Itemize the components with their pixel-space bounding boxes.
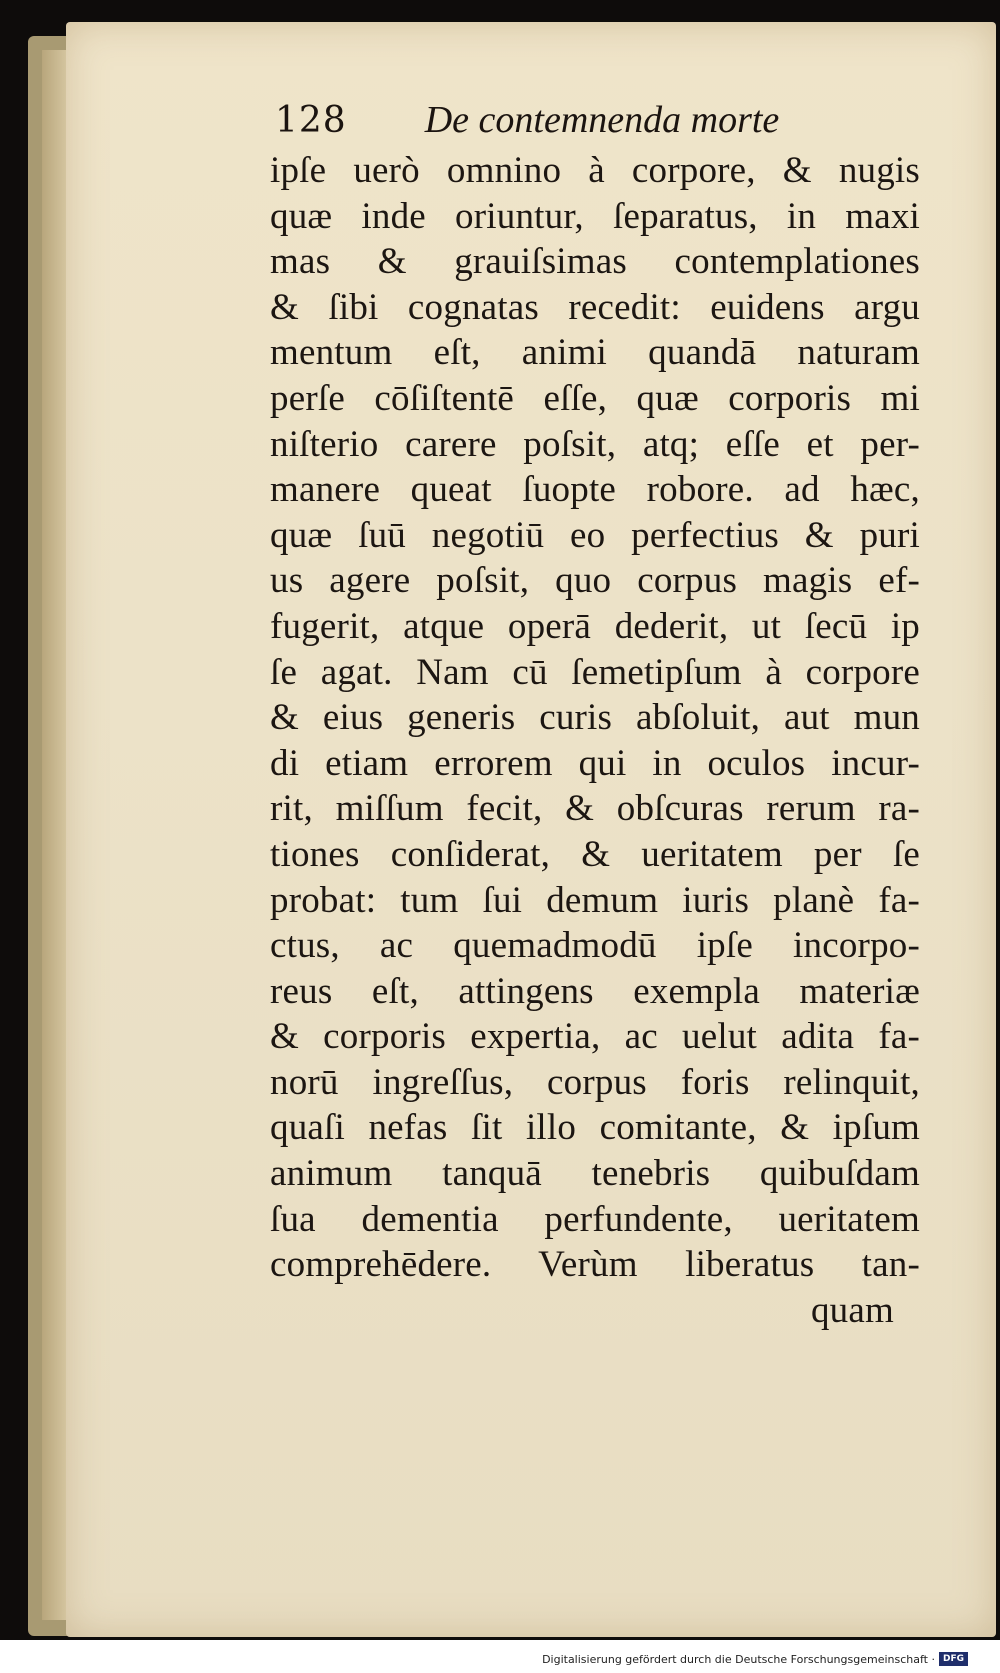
text-line: animum tanquā tenebris quibuſdam (270, 1153, 920, 1195)
text-line: niſterio carere poſsit, atq; eſſe et per- (270, 423, 920, 465)
text-line: & corporis expertia, ac uelut adita fa- (270, 1016, 920, 1058)
text-line: comprehēdere. Verùm liberatus tan- (270, 1244, 920, 1286)
text-line: fugerit, atque operā dederit, ut ſecū ip (270, 605, 920, 647)
text-line: norū ingreſſus, corpus foris relinquit, (270, 1061, 920, 1103)
text-line: & ſibi cognatas recedit: euidens argu (270, 286, 920, 328)
text-line: quæ ſuū negotiū eo perfectius & puri (270, 514, 920, 556)
page-number: 128 (275, 100, 347, 141)
funding-credit (542, 1652, 968, 1666)
text-line: ctus, ac quemadmodū ipſe incorpo- (270, 925, 920, 967)
text-line: mentum eſt, animi quandā naturam (270, 332, 920, 374)
text-line: mas & grauiſsimas contemplationes (270, 241, 920, 283)
text-line: ſe agat. Nam cū ſemetipſum à corpore (270, 651, 920, 693)
text-line: probat: tum ſui demum iuris planè fa- (270, 879, 920, 921)
text-line: ipſe uerò omnino à corpore, & nugis (270, 150, 920, 191)
text-line: manere queat ſuopte robore. ad hæc, (270, 469, 920, 511)
dfg-logo: DFG (939, 1652, 968, 1666)
text-line: ſua dementia perfundente, ueritatem (270, 1198, 920, 1240)
text-line: di etiam errorem qui in oculos incur- (270, 742, 920, 784)
catchword: quam (810, 1289, 894, 1331)
text-line: rit, miſſum fecit, & obſcuras rerum ra- (270, 788, 920, 830)
credit-text: Digitalisierung gefördert durch die Deutsche Forschungsgemeinschaft · (542, 1652, 935, 1666)
text-line: quæ inde oriuntur, ſeparatus, in maxi (270, 195, 920, 237)
running-title: De contemnenda morte (424, 99, 780, 141)
body-text (270, 148, 920, 1333)
text-line: tiones conſiderat, & ueritatem per ſe (270, 833, 920, 875)
text-line: us agere poſsit, quo corpus magis ef- (270, 560, 920, 602)
text-line: reus eſt, attingens exempla materiæ (270, 970, 920, 1012)
text-line: quaſi nefas ſit illo comitante, & ipſum (270, 1107, 920, 1149)
text-line: perſe cōſiſtentē eſſe, quæ corporis mi (270, 377, 920, 419)
text-line: & eius generis curis abſoluit, aut mun (270, 697, 920, 739)
